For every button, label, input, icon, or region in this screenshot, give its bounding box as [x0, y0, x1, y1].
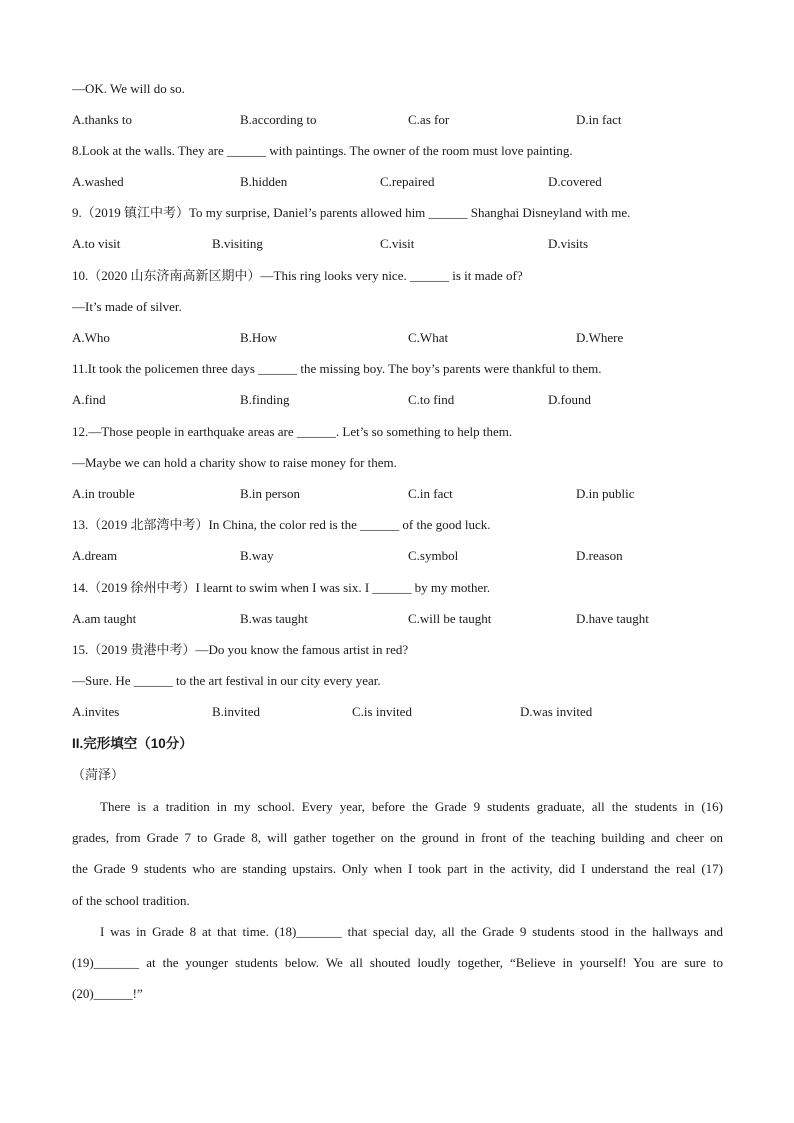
option-c: C.visit — [380, 236, 415, 251]
option-b: B.hidden — [240, 174, 288, 189]
option-a: A.washed — [72, 174, 124, 189]
option-c: C.to find — [408, 392, 455, 407]
q15-stem: 15.（2019 贵港中考）—Do you know the famous artist in red? — [72, 642, 409, 657]
option-d: D.was invited — [520, 704, 593, 719]
option-b: B.How — [240, 330, 278, 345]
option-d: D.reason — [576, 548, 623, 563]
paragraph-line: (20)______!” — [72, 986, 143, 1002]
option-b: B.way — [240, 548, 274, 563]
q12-reply: —Maybe we can hold a charity show to raise money for them. — [72, 455, 397, 470]
option-b: B.visiting — [212, 236, 263, 251]
q14-stem: 14.（2019 徐州中考）I learnt to swim when I was six. I ______ by my mother. — [72, 580, 491, 595]
paragraph-line: of the school tradition. — [72, 892, 190, 908]
option-a: A.am taught — [72, 611, 137, 626]
option-a: A.dream — [72, 548, 118, 563]
paragraph-line: There is a tradition in my school. Every year, before the Grade 9 students graduate, all the students in (16) — [100, 799, 723, 814]
option-b: B.according to — [240, 112, 317, 127]
q13-stem: 13.（2019 北部湾中考）In China, the color red is the ______ of the good luck. — [72, 517, 491, 532]
passage-source: （菏泽） — [72, 767, 125, 782]
paragraph-line: grades, from Grade 7 to Grade 8, will gather together on the ground in front of the teaching building and cheer on — [72, 830, 723, 846]
option-b: B.in person — [240, 486, 300, 501]
option-c: C.What — [408, 330, 449, 345]
option-b: B.was taught — [240, 611, 308, 626]
option-b: B.invited — [212, 704, 261, 719]
q15-reply: —Sure. He ______ to the art festival in our city every year. — [72, 673, 381, 688]
option-d: D.in fact — [576, 112, 622, 127]
option-c: C.will be taught — [408, 611, 492, 626]
q10-stem: 10.（2020 山东济南高新区期中）—This ring looks very nice. ______ is it made of? — [72, 268, 523, 283]
paragraph-line: the Grade 9 students who are standing upstairs. Only when I took part in the activity, did I understand the real (17) — [72, 861, 723, 877]
option-c: C.symbol — [408, 548, 459, 563]
q11-stem: 11.It took the policemen three days ______ the missing boy. The boy’s parents were thankful to them. — [72, 361, 602, 376]
option-d: D.found — [548, 392, 591, 407]
paragraph-line: I was in Grade 8 at that time. (18)_______ that special day, all the Grade 9 students stood in the hallways and — [100, 924, 723, 939]
q8-stem: 8.Look at the walls. They are ______ with paintings. The owner of the room must love painting. — [72, 143, 573, 158]
option-c: C.repaired — [380, 174, 435, 189]
q9-stem: 9.（2019 镇江中考）To my surprise, Daniel’s parents allowed him ______ Shanghai Disneyland with me. — [72, 205, 631, 220]
option-a: A.find — [72, 392, 106, 407]
option-b: B.finding — [240, 392, 290, 407]
option-d: D.Where — [576, 330, 624, 345]
option-a: A.invites — [72, 704, 120, 719]
option-a: A.Who — [72, 330, 110, 345]
option-d: D.have taught — [576, 611, 649, 626]
paragraph-line: (19)_______ at the younger students below. We all shouted loudly together, “Believe in yourself! You are sure to — [72, 955, 723, 971]
q12-stem: 12.—Those people in earthquake areas are ______. Let’s so something to help them. — [72, 424, 513, 439]
option-a: A.in trouble — [72, 486, 135, 501]
option-d: D.covered — [548, 174, 602, 189]
option-d: D.in public — [576, 486, 635, 501]
option-c: C.is invited — [352, 704, 412, 719]
option-c: C.as for — [408, 112, 450, 127]
passage-paragraph-1 — [72, 791, 723, 916]
option-c: C.in fact — [408, 486, 453, 501]
q7-reply: —OK. We will do so. — [72, 81, 185, 96]
option-a: A.thanks to — [72, 112, 132, 127]
option-d: D.visits — [548, 236, 589, 251]
passage-paragraph-2 — [72, 916, 723, 1010]
q10-reply: —It’s made of silver. — [72, 299, 182, 314]
option-a: A.to visit — [72, 236, 121, 251]
section-heading: II.完形填空（10分） — [72, 736, 193, 751]
